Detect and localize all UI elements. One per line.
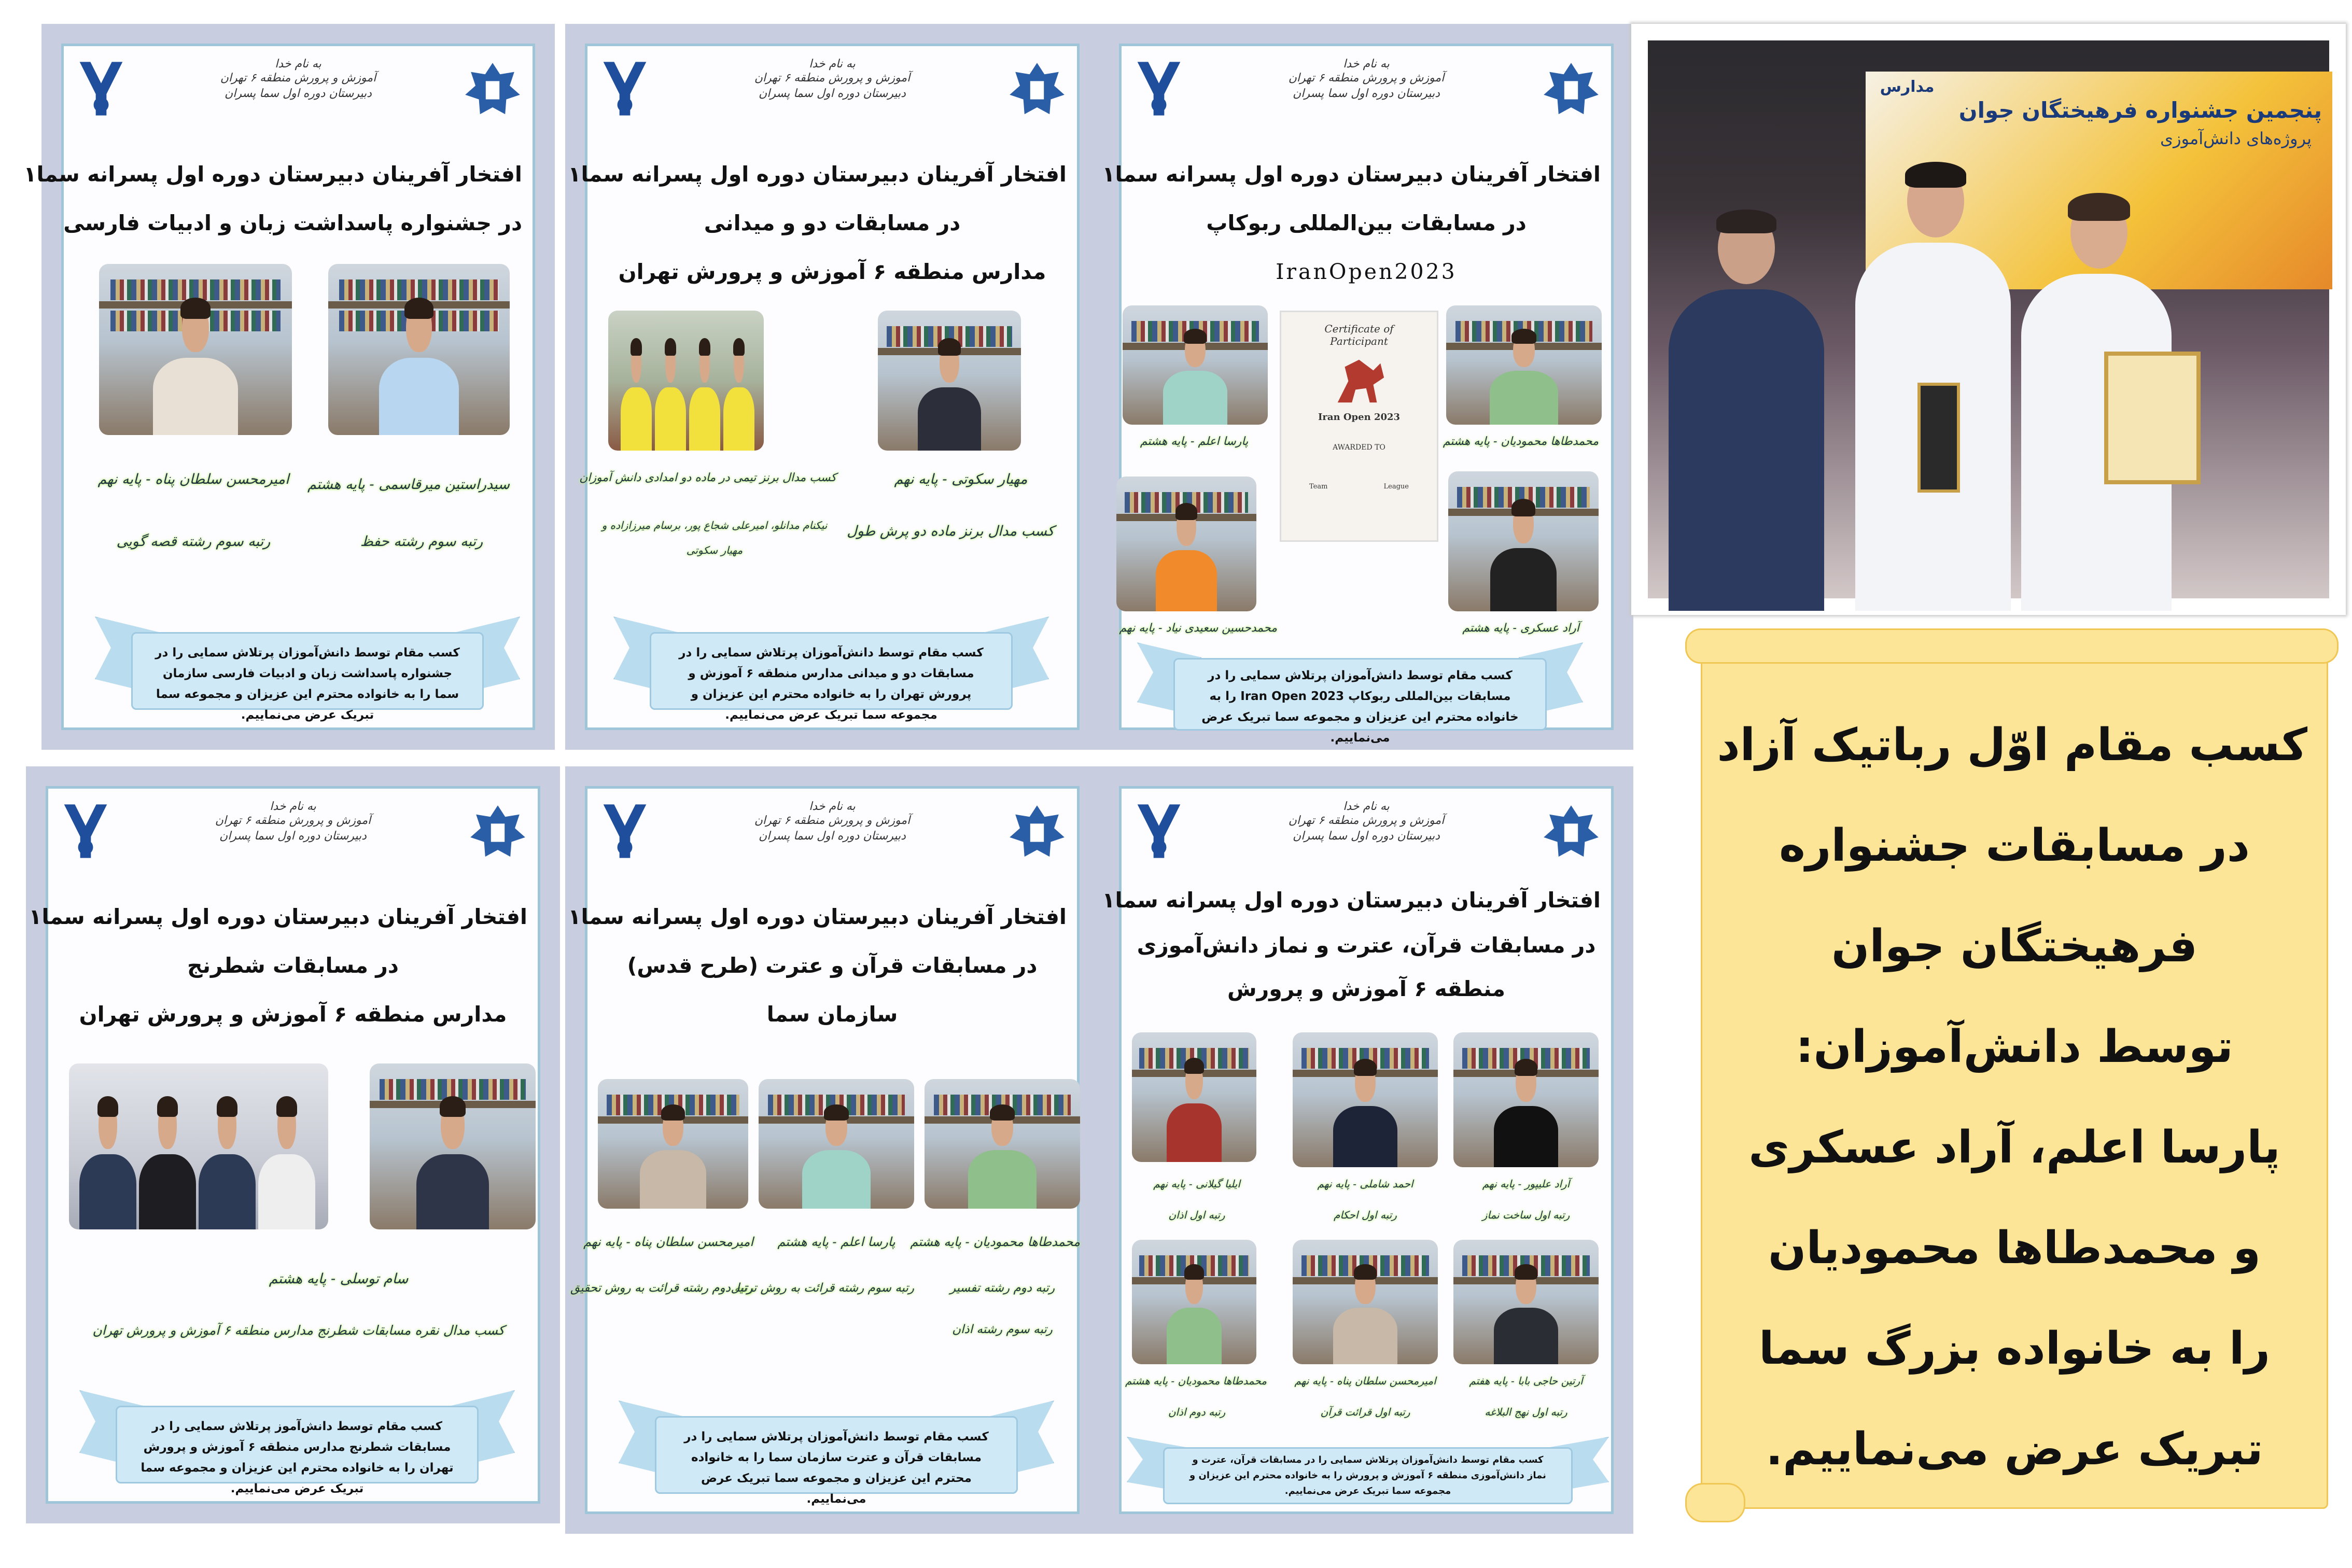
scroll-curl-top [1685,628,2339,664]
student-caption: امیرمحسن سلطان پناه - پایه نهم [1294,1375,1436,1387]
poster-persian-literature [23,24,555,750]
award-caption: رتبه اول نهج البلاغه [1485,1406,1567,1418]
poster-title [1102,877,1601,1011]
congrats-text: کسب مقام توسط دانش‌آموزان پرتلاش سمایی را در مسابقات دو و میدانی مدارس منطقه ۶ آموزش و پرورش تهران را به خانواده محترم این عزیزان و مجموعه سما تبریک عرض می‌نماییم. [679,646,984,722]
poster-title [568,150,1067,296]
student-caption: سام توسلی - پایه هشتم [269,1271,409,1287]
congrats-text: کسب مقام توسط دانش‌آموزان پرتلاش سمایی را در مسابقات بین‌المللی ربوکاپ Iran Open 2023 را به خانواده محترم این عزیزان و مجموعه سما تبریک عرض می‌نماییم. [1201,669,1519,745]
announcement-line: در مسابقات جشنواره [1779,820,2250,872]
header-line: آموزش و پرورش منطقه ۶ تهران [754,72,911,85]
announcement-line: فرهیختگان جوان [1831,920,2198,972]
congrats-text: کسب مقام توسط دانش‌آموزان پرتلاش سمایی را در مسابقات قرآن، عترت و نماز دانش‌آموزی منطقه ۶ آموزش و پرورش را به خانواده محترم این عزیزان و مجموعه سما تبریک عرض می‌نماییم. [1189,1454,1546,1496]
student-caption: محمدحسین سعیدی نیاد - پایه نهم [1119,622,1277,635]
congrats-scroll [655,1401,1018,1509]
bismillah: به نام خدا [270,800,316,813]
bismillah: به نام خدا [275,58,321,71]
award-caption: کسب مدال نقره مسابقات شطرنج مدارس منطقه ۶ آموزش و پرورش تهران [92,1323,505,1338]
award-caption: رتبه سوم رشته قرائت به روش ترتیل [731,1281,914,1295]
title-line: مدارس منطقه ۶ آموزش و پرورش تهران [79,1002,507,1027]
event-banner-text: پنجمین جشنواره فرهیختگان جوان [1958,97,2322,123]
announcement-line: کسب مقام اوّل رباتیک آزاد [1717,719,2307,771]
group-photo [69,1063,328,1229]
student-photo [370,1063,536,1229]
title-line: IranOpen2023 [1276,259,1457,284]
congrats-text: کسب مقام توسط دانش‌آموزان پرتلاش سمایی را در مسابقات قرآن و عترت سازمان سما را به خانواده محترم این عزیزان و مجموعه سما تبریک عرض می‌نماییم. [684,1430,989,1506]
poster-athletics [565,24,1099,750]
title-line: در مسابقات شطرنج [187,953,399,978]
title-line: در مسابقات دو و میدانی [704,211,961,235]
announcement-scroll [1701,638,2328,1509]
title-line: افتخار آفرینان دبیرستان دوره اول پسرانه سما۱ [1102,162,1601,187]
poster-title [29,892,527,1039]
award-caption: رتبه اول ساخت نماز [1482,1209,1570,1221]
poster-header [587,800,1077,844]
student-photo [1116,477,1256,611]
announcement-line: تبریک عرض می‌نماییم. [1766,1423,2263,1475]
trophy-icon [1917,383,1960,493]
poster-title [1102,150,1601,296]
certificate-heading: Certificate of Participant [1324,323,1394,347]
congrats-scroll [116,1390,479,1499]
header-line: دبیرستان دوره اول سما پسران [219,830,367,843]
header-line: دبیرستان دوره اول سما پسران [1293,87,1440,100]
header-line: دبیرستان دوره اول سما پسران [1293,830,1440,843]
student-figure [1855,165,2011,611]
header-line: آموزش و پرورش منطقه ۶ تهران [215,814,371,827]
title-line: در جشنواره پاسداشت زبان و ادبیات فارسی [63,211,522,235]
student-photo [1293,1032,1438,1167]
student-caption: پارسا اعلم - پایه هشتم [777,1235,895,1249]
congrats-text: کسب مقام توسط دانش‌آموزان پرتلاش سمایی را در جشنواره پاسداشت زبان و ادبیات فارسی سازمان سما را به خانواده محترم این عزیزان و مجموعه سما تبریک عرض می‌نماییم. [155,646,460,722]
poster-header [1122,58,1611,102]
student-caption: محمدطاها محمودیان - پایه هشتم [910,1235,1080,1249]
certificate-awarded: AWARDED TO [1333,443,1385,452]
header-line: آموزش و پرورش منطقه ۶ تهران [220,72,376,85]
title-line: افتخار آفرینان دبیرستان دوره اول پسرانه سما۱ [568,904,1067,929]
student-caption: آرتین حاجی بابا - پایه هفتم [1469,1375,1583,1387]
event-banner-sub: پروژه‌های دانش‌آموزی [2160,129,2312,148]
team-names-caption: نیکنام مدانلو، امیرعلی شجاع پور، برسام میرزازاده و مهیار سکوتی [601,519,828,556]
student-caption: پارسا اعلم - پایه هشتم [1140,435,1249,448]
poster-header [1122,800,1611,844]
award-caption: رتبه سوم رشته حفظ [360,534,483,550]
poster-quran-region [1099,766,1633,1534]
student-photo [1448,471,1599,611]
award-caption: کسب مدال برنز ماده دو پرش طول [847,523,1054,539]
announcement-line: توسط دانش‌آموزان: [1796,1021,2233,1073]
announcement-line: پارسا اعلم، آراد عسکری [1748,1122,2280,1173]
title-line: افتخار آفرینان دبیرستان دوره اول پسرانه سما۱ [568,162,1067,187]
event-logo-text: مدارس [1880,78,1935,96]
title-line: افتخار آفرینان دبیرستان دوره اول پسرانه سما۱ [23,162,522,187]
student-caption: آراد عسکری - پایه هشتم [1462,622,1579,635]
award-caption: رتبه دوم رشته قرائت به روش تحقیق [570,1281,753,1295]
student-photo [759,1079,914,1209]
poster-quran-sama [565,766,1099,1534]
header-line: دبیرستان دوره اول سما پسران [225,87,372,100]
award-caption: رتبه اول قرائت قرآن [1320,1406,1410,1418]
student-figure [2021,196,2172,611]
poster-chess [26,766,560,1523]
title-line: افتخار آفرینان دبیرستان دوره اول پسرانه سما۱ [29,904,527,929]
congrats-text: کسب مقام توسط دانش‌آموز پرتلاش سمایی را در مسابقات شطرنج مدارس منطقه ۶ آموزش و پرورش تهران را به خانواده محترم این عزیزان و مجموعه سما تبریک عرض می‌نماییم. [141,1420,454,1495]
student-photo [99,264,292,435]
poster-frame [1102,786,1614,1514]
poster-title [568,892,1067,1039]
title-line: افتخار آفرینان دبیرستان دوره اول پسرانه سما۱ [1102,888,1601,913]
student-caption: سیدراستین میرقاسمی - پایه هشتم [307,477,510,493]
header-line: دبیرستان دوره اول سما پسران [759,87,906,100]
award-ceremony-photo [1631,24,2346,615]
student-photo [598,1079,748,1209]
title-line: در مسابقات بین‌المللی ربوکاپ [1206,211,1527,235]
title-line: در مسابقات قرآن، عترت و نماز دانش‌آموزی [1137,933,1596,958]
student-photo [1453,1032,1599,1167]
poster-title [23,150,522,247]
award-caption: رتبه دوم رشته تفسیر [949,1281,1055,1295]
bismillah: به نام خدا [1343,58,1390,71]
certificate-league-label: League [1383,483,1409,491]
certificate-image [1280,311,1438,542]
award-caption: رتبه دوم اذان [1168,1406,1226,1418]
certificate-frame-icon [2104,352,2201,484]
congrats-scroll [131,617,484,725]
student-photo [1132,1240,1256,1364]
bismillah: به نام خدا [809,800,856,813]
student-caption: محمدطاها محمودیان - پایه هشتم [1125,1375,1267,1387]
poster-frame [23,44,535,730]
poster-header [64,58,533,102]
student-photo [328,264,510,435]
student-photo [925,1079,1080,1209]
title-line: سازمان سما [766,1002,898,1027]
title-line: منطقه ۶ آموزش و پرورش [1227,976,1505,1001]
student-photo [1453,1240,1599,1364]
award-caption: رتبه سوم رشته قصه گویی [116,534,271,550]
poster-frame [29,786,540,1504]
certificate-event: Iran Open 2023 [1318,412,1401,423]
announcement-line: را به خانواده بزرگ سما [1759,1323,2270,1375]
header-line: آموزش و پرورش منطقه ۶ تهران [1288,72,1445,85]
title-line: مدارس منطقه ۶ آموزش و پرورش تهران [618,259,1046,284]
student-photo [1123,305,1268,425]
award-caption: رتبه اول احکام [1334,1209,1397,1221]
congrats-scroll [650,617,1013,725]
announcement-line: و محمدطاها محمودیان [1768,1222,2261,1274]
poster-frame [568,44,1080,730]
congrats-scroll [1173,642,1547,746]
award-caption: رتبه سوم رشته اذان [952,1323,1053,1336]
student-photo [1132,1032,1256,1162]
team-photo [608,311,764,451]
student-caption: مهیار سکوتی - پایه نهم [894,471,1028,487]
student-photo [1446,305,1602,425]
certificate-team-label: Team [1309,483,1328,491]
bismillah: به نام خدا [1343,800,1390,813]
header-line: آموزش و پرورش منطقه ۶ تهران [754,814,911,827]
student-caption: آراد علیپور - پایه نهم [1482,1178,1570,1190]
header-line: دبیرستان دوره اول سما پسران [759,830,906,843]
poster-header [587,58,1077,102]
student-caption: احمد شاملی - پایه نهم [1317,1178,1413,1190]
title-line: در مسابقات قرآن و عترت (طرح قدس) [627,953,1038,978]
header-line: آموزش و پرورش منطقه ۶ تهران [1288,814,1445,827]
student-caption: محمدطاها محمودیان - پایه هشتم [1443,435,1599,448]
congrats-scroll [1163,1437,1573,1515]
student-photo [878,311,1021,451]
student-caption: امیرمحسن سلطان پناه - پایه نهم [97,471,289,487]
poster-frame [1102,44,1614,745]
announcement-text [1717,695,2307,1500]
student-caption: امیرمحسن سلطان پناه - پایه نهم [583,1235,753,1249]
bismillah: به نام خدا [809,58,856,71]
student-photo [1293,1240,1438,1364]
poster-header [48,800,538,844]
award-caption: کسب مدال برنز تیمی در ماده دو امدادی دانش آموزان [579,471,836,484]
poster-frame [568,786,1080,1514]
award-caption: رتبه اول اذان [1168,1209,1225,1221]
poster-robocup [1099,24,1633,750]
ceremony-photo-image [1648,40,2329,598]
teacher-figure [1669,212,1824,616]
horse-robot-icon [1320,353,1398,410]
student-caption: ایلیا گیلانی - پایه نهم [1153,1178,1240,1190]
